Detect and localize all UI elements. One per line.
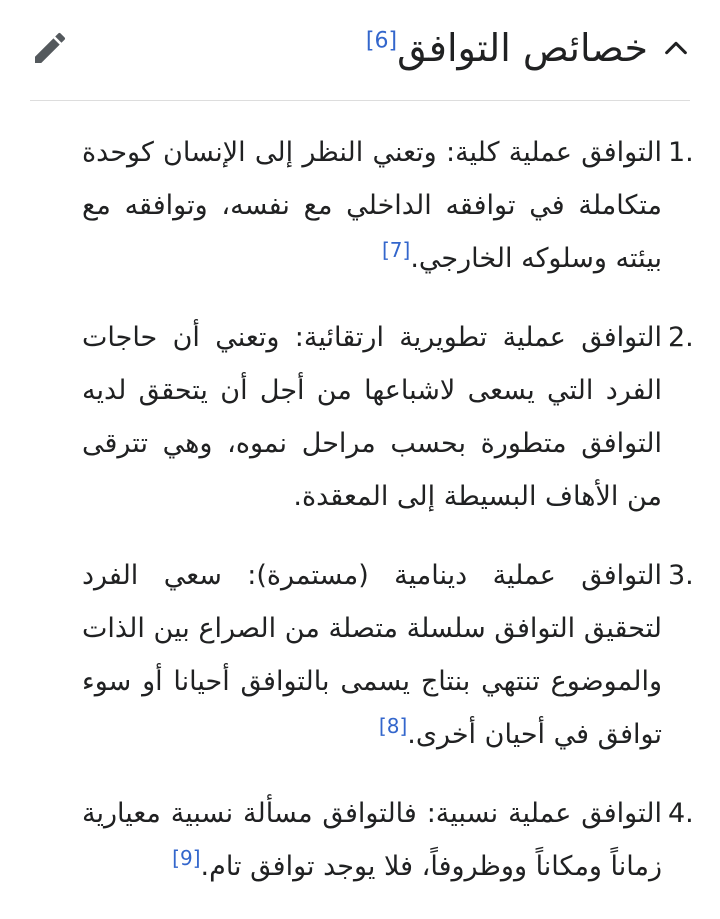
item-text: التوافق عملية كلية: وتعني النظر إلى الإنسان كوحدة متكاملة في توافقه الداخلي مع نفسه، وتوافقه مع بيئته وسلوكه الخارجي. — [82, 137, 662, 274]
item-ref-link[interactable]: [8] — [378, 714, 408, 738]
item-text: التوافق عملية دينامية (مستمرة): سعي الفرد لتحقيق التوافق سلسلة متصلة من الصراع بين الذات والموضوع تنتهي بنتاج يسمى بالتوافق أحيانا أو سوء توافق في أحيان أخرى. — [82, 560, 662, 750]
properties-list — [82, 126, 694, 919]
list-item — [82, 311, 694, 523]
item-number: 1. — [668, 137, 694, 168]
header-divider — [30, 100, 690, 101]
list-item — [82, 787, 694, 893]
list-item — [82, 549, 694, 761]
item-text: التوافق عملية تطويرية ارتقائية: وتعني أن حاجات الفرد التي يسعى لاشباعها من أجل أن يتحقق لديه التوافق متطورة بحسب مراحل نموه، وهي تترقى من الأهاف البسيطة إلى المعقدة. — [82, 322, 662, 512]
section-ref-link[interactable]: [6] — [365, 28, 398, 54]
item-number: 3. — [668, 560, 694, 591]
section-header — [0, 0, 720, 100]
chevron-up-icon[interactable] — [662, 34, 690, 62]
item-number: 2. — [668, 322, 694, 353]
item-ref-link[interactable]: [9] — [172, 846, 201, 870]
list-item — [82, 126, 694, 285]
pencil-icon[interactable] — [30, 28, 70, 68]
item-ref-link[interactable]: [7] — [381, 238, 411, 262]
item-text: التوافق عملية نسبية: فالتوافق مسألة نسبية معيارية زماناً ومكاناً ووظروفاً، فلا يوجد توافق تام. — [82, 798, 662, 882]
section-title: خصائص التوافق[6] — [365, 26, 648, 70]
section-heading[interactable] — [366, 20, 690, 76]
item-number: 4. — [668, 798, 694, 829]
